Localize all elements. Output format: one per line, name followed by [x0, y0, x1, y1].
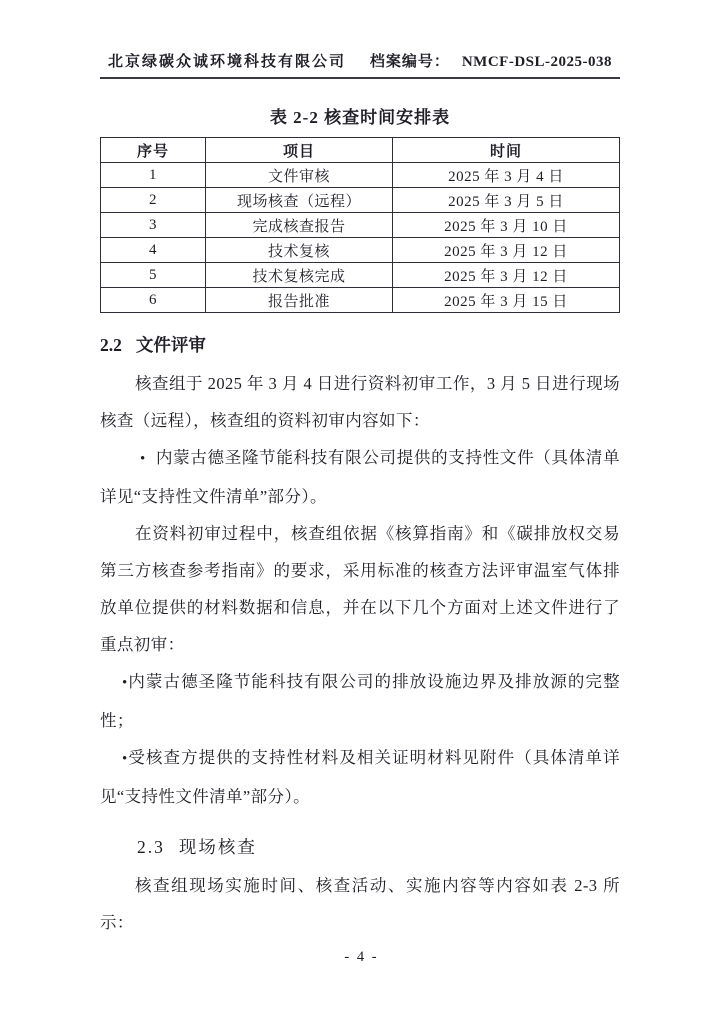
table-cell: 2 — [101, 188, 206, 213]
bullet-text: 受核查方提供的支持性材料及相关证明材料见附件（具体清单详见“支持性文件清单”部分）。 — [100, 748, 620, 806]
archive-number-label: 档案编号： — [369, 54, 450, 70]
section-number: 2.3 — [137, 837, 165, 857]
table-row — [101, 213, 620, 238]
section-number: 2.2 — [100, 335, 122, 355]
bullet-text: 内蒙古德圣隆节能科技有限公司的排放设施边界及排放源的完整性； — [100, 672, 620, 730]
bullet-icon: • — [140, 451, 146, 467]
table-caption: 表 2-2 核查时间安排表 — [269, 108, 451, 127]
table-cell: 2025 年 3 月 5 日 — [393, 188, 620, 213]
table-cell: 文件审核 — [206, 163, 393, 188]
schedule-table-body — [101, 163, 620, 313]
table-cell: 完成核查报告 — [206, 213, 393, 238]
table-row — [101, 163, 620, 188]
bullet-item-supporting-docs — [100, 439, 620, 515]
table-cell: 2025 年 3 月 12 日 — [393, 263, 620, 288]
table-row — [101, 238, 620, 263]
section-heading-2-2 — [100, 325, 620, 365]
table-cell: 3 — [101, 213, 206, 238]
bullet-item-supporting-materials — [100, 739, 620, 815]
column-header: 时间 — [393, 138, 620, 163]
table-cell: 6 — [101, 288, 206, 313]
company-name: 北京绿碳众诚环境科技有限公司 — [108, 54, 347, 70]
section-title: 文件评审 — [135, 335, 206, 355]
table-cell: 技术复核 — [206, 238, 393, 263]
table-cell: 现场核查（远程） — [206, 188, 393, 213]
section-heading-2-3 — [137, 827, 620, 867]
schedule-table — [100, 137, 620, 313]
paragraph-review-process: 在资料初审过程中，核查组依据《核算指南》和《碳排放权交易第三方核查参考指南》的要求，采用标准的核查方法评审温室气体排放单位提供的材料数据和信息，并在以下几个方面对上述文件进行了重点初审： — [100, 524, 620, 654]
table-cell: 报告批准 — [206, 288, 393, 313]
table-row — [101, 263, 620, 288]
table-cell: 技术复核完成 — [206, 263, 393, 288]
column-header: 序号 — [101, 138, 206, 163]
bullet-icon: • — [122, 675, 128, 691]
table-row — [101, 288, 620, 313]
table-cell: 5 — [101, 263, 206, 288]
schedule-table-head-row — [101, 138, 620, 163]
archive-number-group — [370, 50, 612, 71]
bullet-text: 内蒙古德圣隆节能科技有限公司提供的支持性文件（具体清单详见“支持性文件清单”部分）。 — [100, 448, 620, 506]
table-cell: 1 — [101, 163, 206, 188]
table-row — [101, 188, 620, 213]
page-header — [100, 50, 620, 79]
paragraph-file-review-intro: 核查组于 2025 年 3 月 4 日进行资料初审工作，3 月 5 日进行现场核查（远程），核查组的资料初审内容如下： — [100, 374, 620, 430]
section-title: 现场核查 — [178, 837, 257, 857]
paragraph-onsite-verification-intro: 核查组现场实施时间、核查活动、实施内容等内容如表 2-3 所示： — [100, 876, 620, 932]
bullet-item-boundary-completeness — [100, 663, 620, 739]
table-cell: 2025 年 3 月 15 日 — [393, 288, 620, 313]
archive-number-value: NMCF-DSL-2025-038 — [461, 54, 612, 70]
table-cell: 2025 年 3 月 12 日 — [393, 238, 620, 263]
table-cell: 2025 年 3 月 10 日 — [393, 213, 620, 238]
bullet-icon: • — [122, 751, 128, 767]
page-number: - 4 - — [344, 949, 379, 965]
table-cell: 4 — [101, 238, 206, 263]
column-header: 项目 — [206, 138, 393, 163]
table-cell: 2025 年 3 月 4 日 — [393, 163, 620, 188]
